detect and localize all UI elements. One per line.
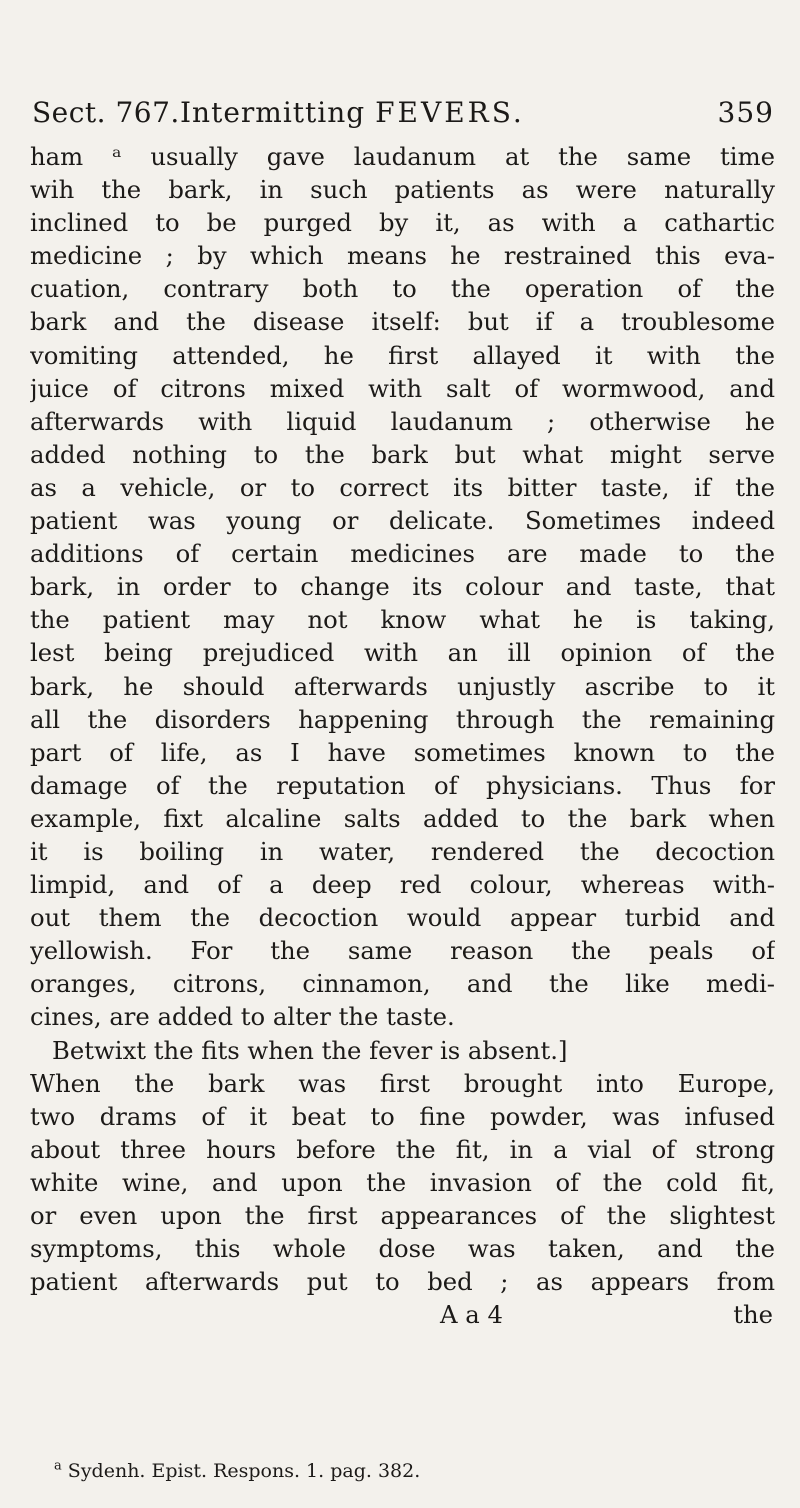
text-line: patient was young or delicate. Sometimes indeed bbox=[30, 506, 775, 536]
text-line: part of life, as I have sometimes known to the bbox=[30, 737, 775, 767]
running-title bbox=[180, 96, 525, 129]
text-line: about three hours before the fit, in a vial of strong bbox=[30, 1134, 775, 1164]
text-line: added nothing to the bark but what might serve bbox=[30, 439, 775, 469]
text-line: the patient may not know what he is taking, bbox=[30, 605, 775, 635]
signature-line bbox=[30, 1298, 775, 1331]
commentary-heading-line: Betwixt the fits when the fever is absent.] bbox=[52, 1035, 568, 1065]
text-line: juice of citrons mixed with salt of wormwood, and bbox=[30, 373, 775, 403]
text-line: as a vehicle, or to correct its bitter taste, if the bbox=[30, 472, 775, 502]
text-line: damage of the reputation of physicians. Thus for bbox=[30, 770, 775, 800]
text-line: yellowish. For the same reason the peals of bbox=[30, 936, 775, 966]
text-line: cines, are added to alter the taste. bbox=[30, 1002, 455, 1032]
text-line: afterwards with liquid laudanum ; otherwise he bbox=[30, 406, 775, 436]
footnote-mark: a bbox=[54, 1458, 62, 1474]
text-line: additions of certain medicines are made to the bbox=[30, 539, 775, 569]
text-line: wih the bark, in such patients as were naturally bbox=[30, 175, 775, 205]
text-line: inclined to be purged by it, as with a cathartic bbox=[30, 208, 775, 238]
text-line: white wine, and upon the invasion of the cold fit, bbox=[30, 1167, 775, 1197]
text-line: two drams of it beat to fine powder, was infused bbox=[30, 1101, 775, 1131]
printer-signature: A a 4 bbox=[440, 1300, 503, 1330]
text-line: limpid, and of a deep red colour, whereas with- bbox=[30, 870, 775, 900]
text-line: or even upon the first appearances of the slightest bbox=[30, 1201, 775, 1230]
body-text bbox=[30, 140, 775, 1331]
text-line: bark, in order to change its colour and taste, that bbox=[30, 572, 775, 602]
text-line: medicine ; by which means he restrained this eva- bbox=[30, 241, 775, 271]
text-line: example, fixt alcaline salts added to the bark when bbox=[30, 803, 775, 833]
text-line: all the disorders happening through the remaining bbox=[30, 704, 775, 734]
text-line: bark and the disease itself: but if a troublesome bbox=[30, 307, 775, 337]
running-title-fevers: FEVERS. bbox=[375, 96, 525, 129]
section-number: Sect. 767. bbox=[32, 96, 180, 129]
text-line: lest being prejudiced with an ill opinion of the bbox=[30, 638, 775, 668]
text-line: When the bark was first brought into Europe, bbox=[30, 1068, 775, 1098]
text-line: vomiting attended, he first allayed it with the bbox=[30, 340, 775, 370]
footnote-text: Sydenh. Epist. Respons. 1. pag. 382. bbox=[61, 1460, 421, 1482]
text-line: ham ᵃ usually gave laudanum at the same time bbox=[30, 142, 775, 171]
text-line: symptoms, this whole dose was taken, and the bbox=[30, 1234, 775, 1264]
text-line: bark, he should afterwards unjustly ascribe to it bbox=[30, 671, 775, 701]
text-line: it is boiling in water, rendered the decoction bbox=[30, 836, 775, 866]
running-header bbox=[32, 96, 774, 136]
catchword: the bbox=[733, 1300, 773, 1330]
text-line: out them the decoction would appear turbid and bbox=[30, 903, 775, 933]
text-line: cuation, contrary both to the operation of the bbox=[30, 274, 775, 304]
text-line: oranges, citrons, cinnamon, and the like medi- bbox=[30, 969, 775, 999]
page-number: 359 bbox=[717, 96, 774, 129]
footnote bbox=[54, 1460, 420, 1482]
text-line: patient afterwards put to bed ; as appears from bbox=[30, 1267, 775, 1297]
running-title-part: Intermitting bbox=[180, 96, 376, 129]
